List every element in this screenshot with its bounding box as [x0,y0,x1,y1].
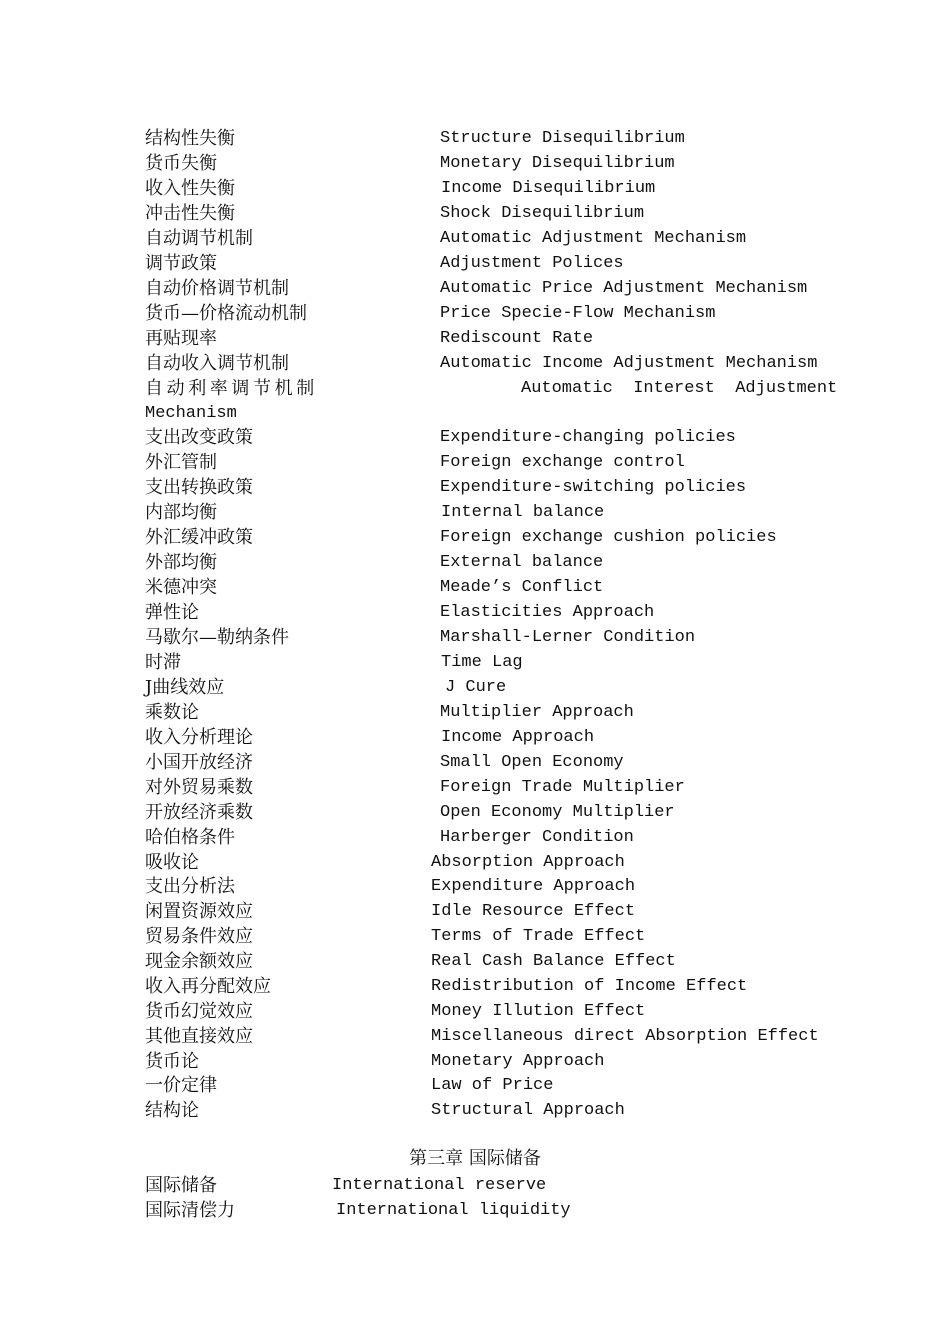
term-chinese: 结构论 [145,1100,199,1121]
term-english: Miscellaneous direct Absorption Effect [431,1027,819,1046]
term-english: Harberger Condition [440,828,634,847]
term-english: Open Economy Multiplier [440,803,675,822]
term-chinese: 结构性失衡 [145,128,235,149]
term-chinese: 开放经济乘数 [145,802,253,823]
term-english: Structural Approach [431,1101,625,1120]
term-chinese: 自动收入调节机制 [145,353,289,374]
term-chinese: 货币论 [145,1051,199,1072]
term-english: Automatic Adjustment Mechanism [440,229,747,248]
term-chinese: 调节政策 [145,253,217,274]
term-english: Time Lag [441,653,523,672]
term-english: Income Approach [441,728,595,747]
term-chinese: 米德冲突 [145,577,217,598]
term-chinese: 收入性失衡 [145,178,235,199]
term-english: Automatic Income Adjustment Mechanism [440,354,818,373]
term-english: Absorption Approach [431,853,625,872]
term-chinese: 乘数论 [145,702,199,723]
term-english: Structure Disequilibrium [440,129,685,148]
term-english: Multiplier Approach [440,703,634,722]
term-chinese: J曲线效应 [145,677,225,698]
term-chinese: 国际储备 [145,1175,217,1196]
term-chinese: 外汇缓冲政策 [145,527,253,548]
term-english: Expenditure Approach [431,877,636,896]
term-chinese: 哈伯格条件 [145,827,235,848]
term-english: Price Specie-Flow Mechanism [440,304,716,323]
term-english: Redistribution of Income Effect [431,977,748,996]
term-english: Small Open Economy [440,753,624,772]
term-english-continuation: Mechanism [145,404,237,423]
term-english: Idle Resource Effect [431,902,636,921]
term-english: Money Illution Effect [431,1002,646,1021]
term-chinese: 收入再分配效应 [145,976,271,997]
chapter-heading: 第三章 国际储备 [409,1148,541,1169]
term-chinese: 冲击性失衡 [145,203,235,224]
term-chinese: 一价定律 [145,1075,217,1096]
term-chinese: 贸易条件效应 [145,926,253,947]
term-chinese: 吸收论 [145,852,199,873]
term-english: J Cure [445,678,507,697]
term-english: Foreign exchange control [440,453,685,472]
term-chinese: 货币失衡 [145,153,217,174]
term-english: Foreign Trade Multiplier [440,778,685,797]
term-english: Terms of Trade Effect [431,927,646,946]
term-chinese: 再贴现率 [145,328,217,349]
term-chinese: 支出改变政策 [145,427,253,448]
term-english: Rediscount Rate [440,329,594,348]
term-english: International reserve [332,1176,547,1195]
term-english: Shock Disequilibrium [440,204,645,223]
term-chinese: 支出分析法 [145,876,235,897]
term-chinese: 弹性论 [145,602,199,623]
term-chinese: 马歇尔—勒纳条件 [145,627,289,648]
term-english: Expenditure-switching policies [440,478,747,497]
term-english: Law of Price [431,1076,554,1095]
term-chinese: 货币—价格流动机制 [145,303,307,324]
term-english: International liquidity [336,1201,571,1220]
term-chinese: 国际清偿力 [145,1200,235,1221]
term-chinese: 内部均衡 [145,502,217,523]
term-chinese: 外汇管制 [145,452,217,473]
term-english: Adjustment Polices [440,254,624,273]
term-chinese: 外部均衡 [145,552,217,573]
term-chinese: 货币幻觉效应 [145,1001,253,1022]
term-chinese: 其他直接效应 [145,1026,253,1047]
term-english: Automatic Interest Adjustment [521,379,838,398]
term-english: Income Disequilibrium [441,179,656,198]
term-english: Foreign exchange cushion policies [440,528,777,547]
term-english: Real Cash Balance Effect [431,952,676,971]
term-english: Automatic Price Adjustment Mechanism [440,279,808,298]
term-chinese: 自动调节机制 [145,228,253,249]
term-chinese: 支出转换政策 [145,477,253,498]
term-chinese: 小国开放经济 [145,752,253,773]
term-english: Expenditure-changing policies [440,428,736,447]
term-english: Monetary Disequilibrium [440,154,675,173]
term-english: Internal balance [441,503,605,522]
term-chinese: 闲置资源效应 [145,901,253,922]
term-chinese: 现金余额效应 [145,951,253,972]
term-english: Marshall-Lerner Condition [440,628,696,647]
term-chinese: 对外贸易乘数 [145,777,253,798]
term-english: Monetary Approach [431,1052,605,1071]
term-chinese: 自动价格调节机制 [145,278,289,299]
term-chinese: 自动利率调节机制 [145,378,318,399]
term-chinese: 时滞 [145,652,181,673]
term-english: Elasticities Approach [440,603,655,622]
term-chinese: 收入分析理论 [145,727,253,748]
term-english: External balance [440,553,604,572]
term-english: Meade’s Conflict [440,578,604,597]
